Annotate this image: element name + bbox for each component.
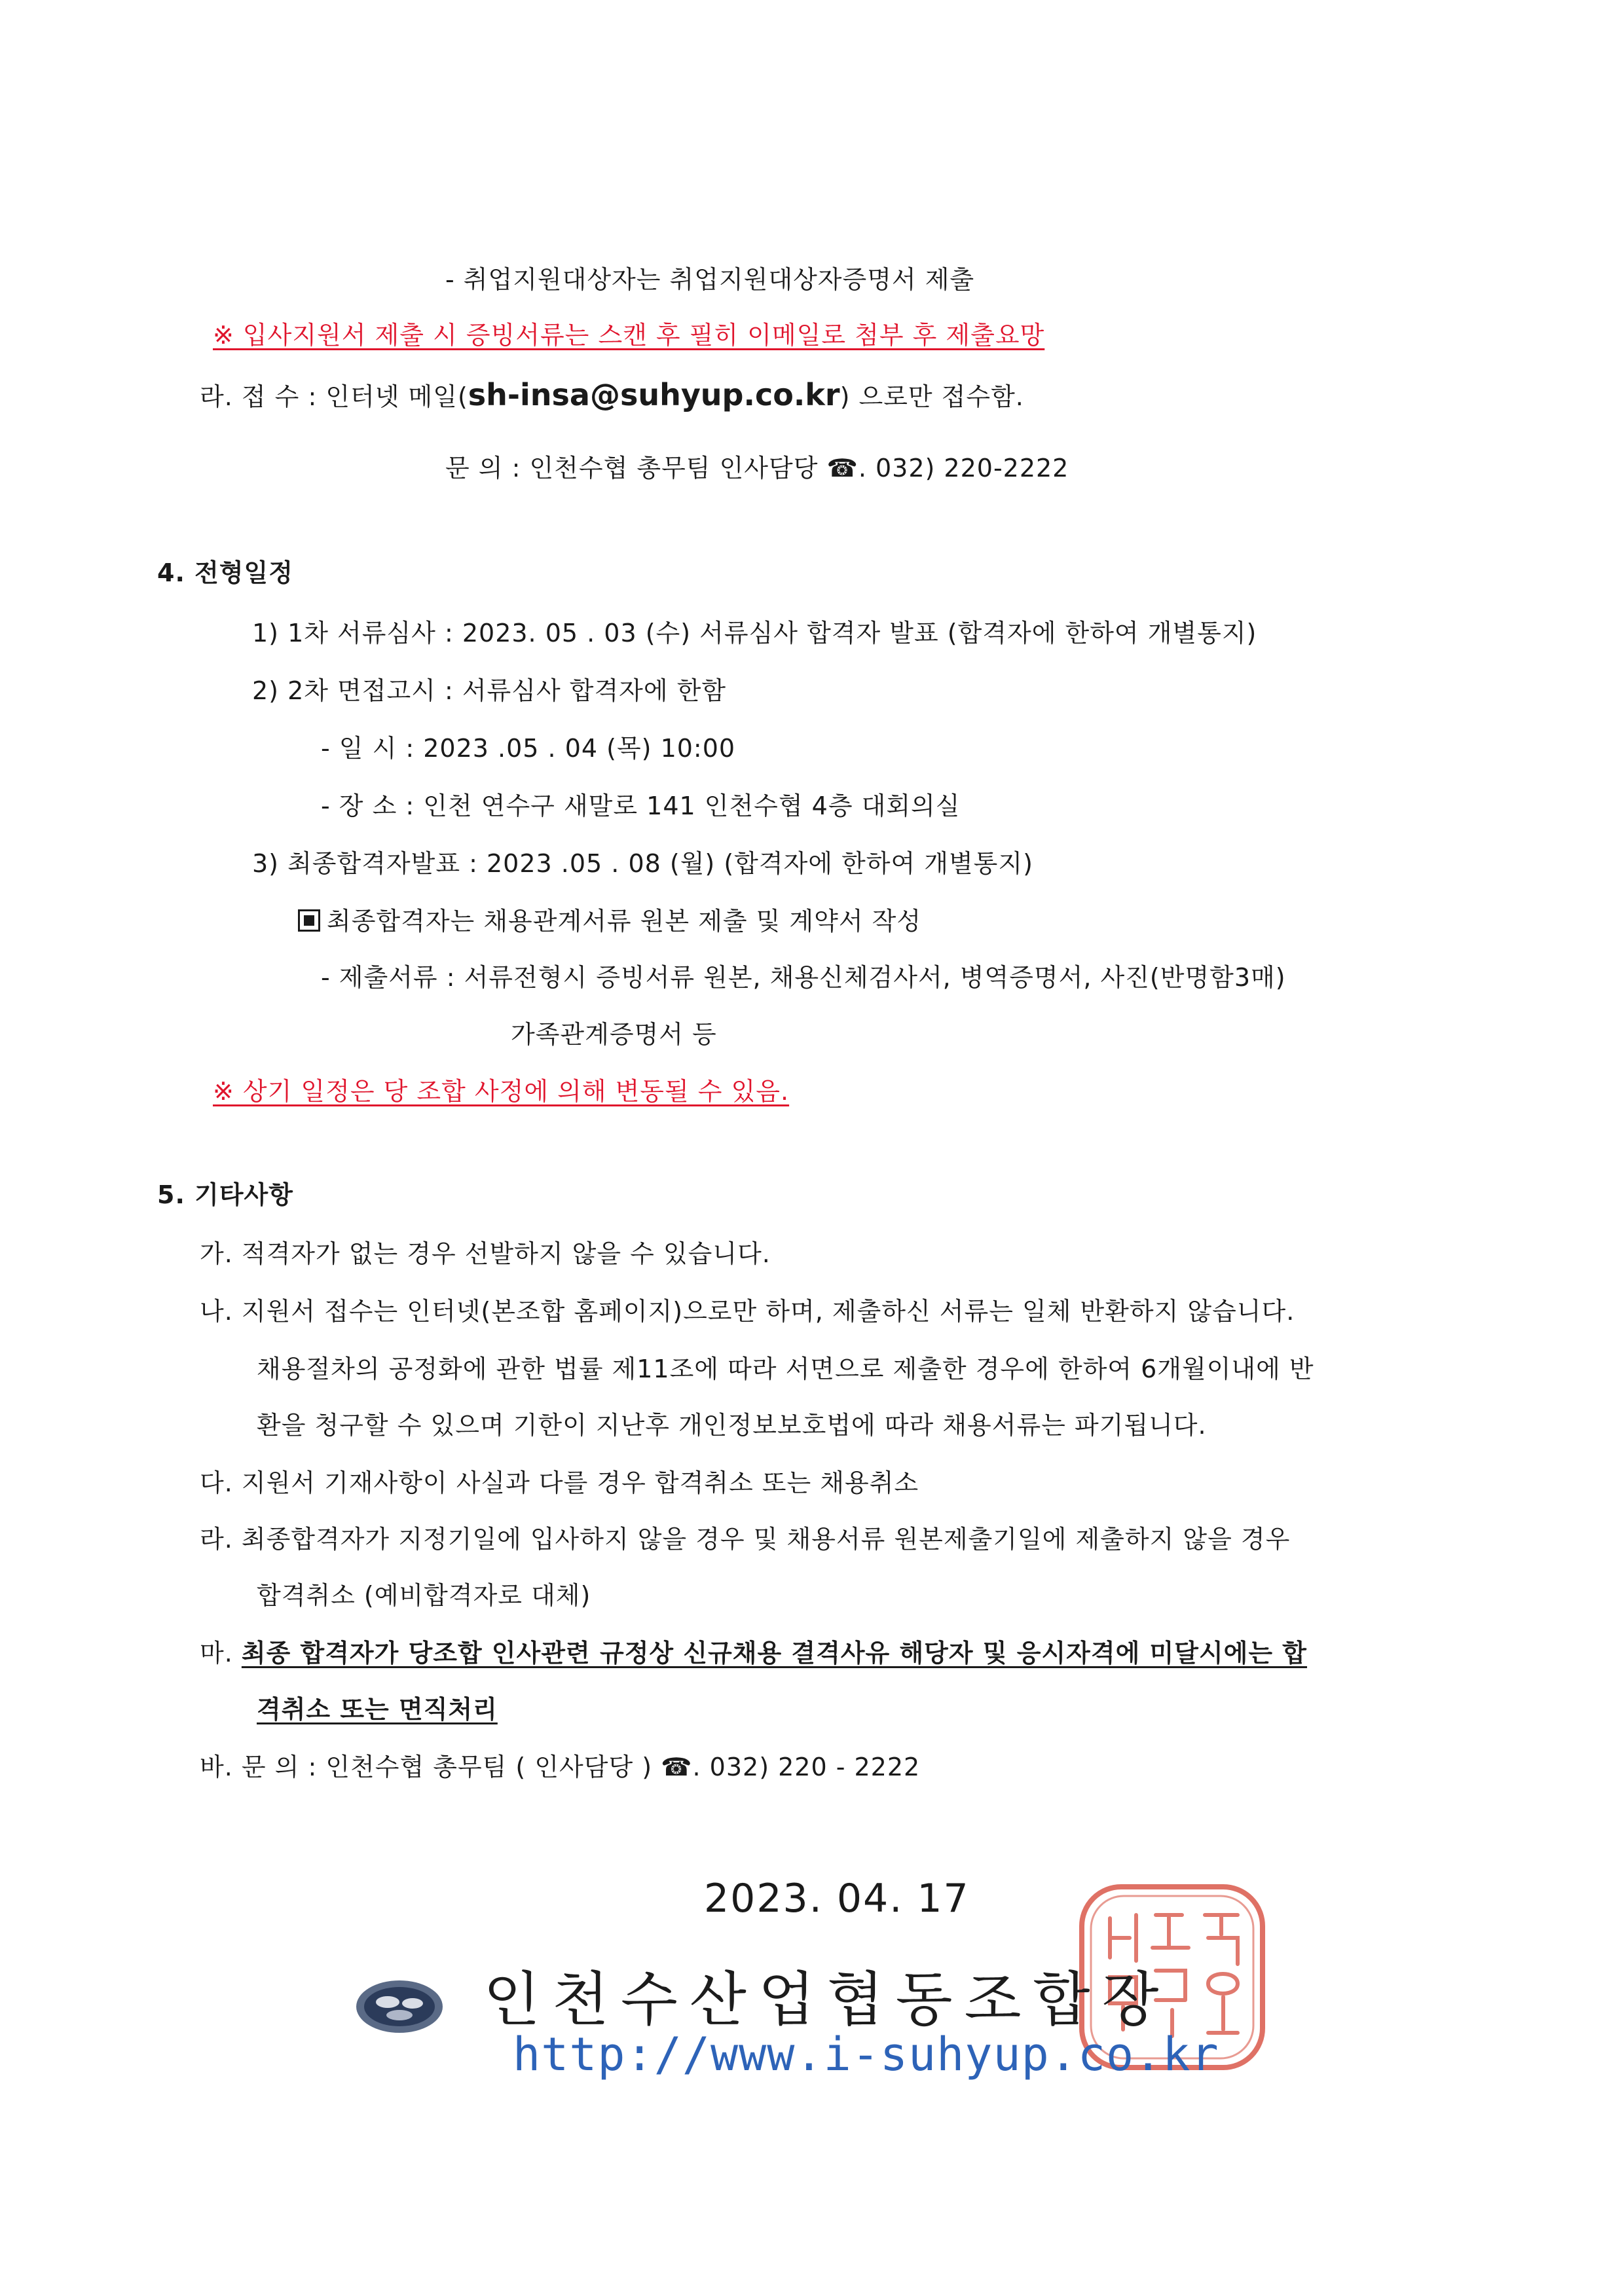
misc-item-ma bbox=[200, 1637, 1307, 1669]
misc-item-ma-line2: 격취소 또는 면직처리 bbox=[257, 1695, 498, 1724]
misc-item-ba-phone: ☎. 032) 220 - 2222 bbox=[661, 1753, 921, 1781]
section5-heading: 5. 기타사항 bbox=[157, 1180, 293, 1209]
suhyup-logo-icon bbox=[354, 1977, 445, 2036]
receipt-label: 라. 접 수 : 인터넷 메일( bbox=[200, 382, 468, 411]
schedule-step2-date: - 일 시 : 2023 .05 . 04 (목) 10:00 bbox=[321, 734, 736, 763]
section4-heading: 4. 전형일정 bbox=[157, 558, 293, 587]
proof-document-line: - 취업지원대상자는 취업지원대상자증명서 제출 bbox=[445, 265, 975, 294]
misc-item-ma-text: 최종 합격자가 당조합 인사관련 규정상 신규채용 결격사유 해당자 및 응시자격에 미달시에는 합 bbox=[241, 1639, 1308, 1667]
misc-item-da: 다. 지원서 기재사항이 사실과 다를 경우 합격취소 또는 채용취소 bbox=[200, 1468, 919, 1497]
misc-item-ba-text: 바. 문 의 : 인천수협 총무팀 ( 인사담당 ) bbox=[200, 1753, 661, 1781]
inquiry-line bbox=[445, 452, 1069, 484]
misc-item-ga: 가. 적격자가 없는 경우 선발하지 않을 수 있습니다. bbox=[200, 1239, 771, 1268]
misc-item-ra: 라. 최종합격자가 지정기일에 입사하지 않을 경우 및 채용서류 원본제출기일에 제출하지 않을 경우 bbox=[200, 1525, 1291, 1554]
receipt-email-link[interactable]: sh-insa@suhyup.co.kr bbox=[468, 377, 840, 412]
misc-item-na-line3: 환을 청구할 수 있으며 기한이 지난후 개인정보보호법에 따라 채용서류는 파기됩니다. bbox=[257, 1411, 1207, 1440]
scan-notice: ※ 입사지원서 제출 시 증빙서류는 스캔 후 필히 이메일로 첨부 후 제출요망 bbox=[213, 321, 1045, 350]
final-doc-note-text: 최종합격자는 채용관계서류 원본 제출 및 계약서 작성 bbox=[327, 907, 922, 936]
receipt-line bbox=[200, 378, 1024, 413]
misc-item-na: 나. 지원서 접수는 인터넷(본조합 홈페이지)으로만 하며, 제출하신 서류는 일체 반환하지 않습니다. bbox=[200, 1297, 1295, 1326]
schedule-change-notice: ※ 상기 일정은 당 조합 사정에 의해 변동될 수 있음. bbox=[213, 1077, 790, 1106]
inquiry-phone: ☎. 032) 220-2222 bbox=[826, 454, 1069, 483]
square-bullet-icon bbox=[298, 909, 320, 932]
submit-docs-line: - 제출서류 : 서류전형시 증빙서류 원본, 채용신체검사서, 병역증명서, 사진(반명함3매) bbox=[321, 963, 1286, 992]
submit-docs-line2: 가족관계증명서 등 bbox=[511, 1020, 717, 1049]
schedule-step3: 3) 최종합격자발표 : 2023 .05 . 08 (월) (합격자에 한하여 개별통지) bbox=[252, 849, 1033, 878]
receipt-suffix: ) 으로만 접수함. bbox=[840, 382, 1024, 411]
misc-item-ma-prefix: 마. bbox=[200, 1639, 242, 1667]
homepage-url[interactable]: http://www.i-suhyup.co.kr bbox=[513, 2028, 1219, 2081]
final-doc-note bbox=[298, 905, 921, 938]
schedule-step2: 2) 2차 면접고시 : 서류심사 합격자에 한함 bbox=[252, 676, 727, 705]
misc-item-na-line2: 채용절차의 공정화에 관한 법률 제11조에 따라 서면으로 제출한 경우에 한하여 6개월이내에 반 bbox=[257, 1355, 1314, 1383]
inquiry-text: 문 의 : 인천수협 총무팀 인사담당 bbox=[445, 454, 827, 483]
schedule-step1: 1) 1차 서류심사 : 2023. 05 . 03 (수) 서류심사 합격자 발표 (합격자에 한하여 개별통지) bbox=[252, 619, 1257, 647]
schedule-step2-place: - 장 소 : 인천 연수구 새말로 141 인천수협 4층 대회의실 bbox=[321, 792, 961, 820]
organization-name: 인천수산업협동조합장 bbox=[483, 1965, 1171, 2034]
misc-item-ba bbox=[200, 1751, 920, 1783]
misc-item-ra-line2: 합격취소 (예비합격자로 대체) bbox=[257, 1581, 591, 1610]
issue-date: 2023. 04. 17 bbox=[704, 1876, 970, 1922]
